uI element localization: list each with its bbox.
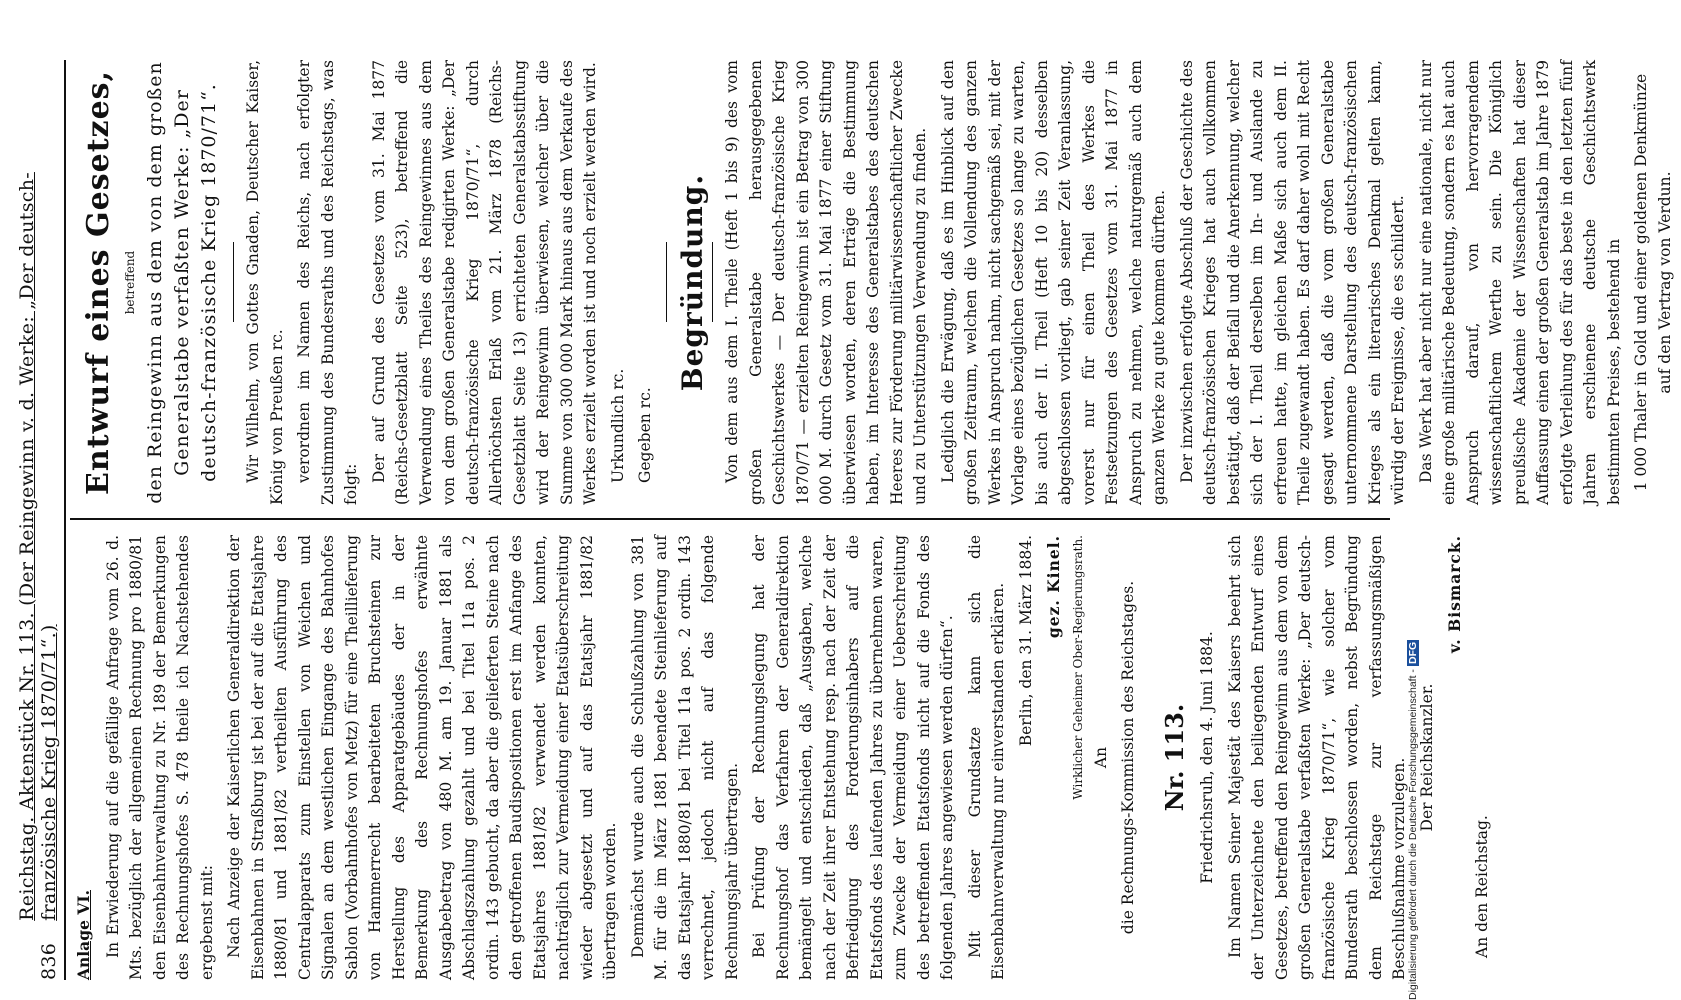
- law-title: Entwurf eines Gesetzes,: [81, 69, 116, 496]
- running-title: Reichstag. Aktenstück Nr. 113. (Der Reingewinn v. d. Werke: „Der deutsch-französische Krieg 1870/71“.): [16, 172, 60, 921]
- paragraph: Von dem aus dem I. Theile (Heft 1 bis 9) des vom großen Generalstabe herausgegebenen Geschichtswerkes — Der deutsch-französische Krieg 1870/71 — erzielten Reingewinn ist ein Betrag von 300 000 M. durch Gesetz vom 31. Mai 1877 einer Stiftung überwiesen worden, deren Erträge die Bestimmung haben, im Interesse des Generalstabes des deutschen Heeres zur Förderung militärwissenschaftlicher Zwecke und zu Unterstützungen Verwendung zu finden.: [723, 60, 929, 505]
- paragraph: 1 000 Thaler in Gold und einer goldenen Denkmünze auf den Vertrag von Verdun.: [1632, 73, 1674, 492]
- law-subject: den Reingewinn aus dem von dem großen Generalstabe verfaßten Werke: „Der deutsch-französische Krieg 1870/71“.: [144, 61, 220, 504]
- intro-paragraph: Im Namen Seiner Majestät des Kaisers beehrt sich der Unterzeichnete den beiliegenden Entwurf eines Gesetzes, betreffend den Reingewinn aus dem von dem großen Generalstabe verfaßten Werke: „Der deutsch-französische Krieg 1870/71“, wie solcher vom Bundesrath beschlossen worden, nebst Begründung dem Reichstage zur verfassungsmäßigen Beschlußnahme vorzulegen.: [1225, 535, 1408, 980]
- preamble: verordnen im Namen des Reichs, nach erfolgter Zustimmung des Bundesraths und des Reichstags, was folgt:: [295, 60, 360, 505]
- column-divider: [70, 518, 1390, 520]
- chancellor-signature: v. Bismarck.: [1445, 535, 1464, 654]
- urkundlich: Urkundlich rc.: [608, 368, 627, 483]
- anlage-label: Anlage VI.: [74, 890, 93, 980]
- page-number: 836: [38, 942, 60, 980]
- digitization-stamp: [1407, 40, 1425, 1000]
- dateline: Berlin, den 31. März 1884.: [1016, 535, 1035, 747]
- betreffend-label: betreffend: [123, 250, 137, 315]
- divider: [233, 243, 234, 323]
- paragraph: Nach Anzeige der Kaiserlichen Generaldirektion der Eisenbahnen in Straßburg ist bei der auf die Etatsjahre 1880/81 und 1881/82 vertheilten Ausführung des Centralapparats zum Einstellen von Weichen und Signalen an dem westlichen Eingange des Bahnhofes Sablon (Vorbahnhofes von Metz) für eine Theillieferung von Hammerrecht bearbeiteten Bruchsteinen zur Herstellung des Apparatgebäudes der in der Bemerkung des Rechnungshofes erwähnte Ausgabebetrag von 480 M. am 19. Januar 1881 als Abschlagszahlung gezahlt und bei Titel 11a pos. 2 ordin. 143 gebucht, da aber die gelieferten Steine nach den getroffenen Baudispositionen erst im Anfange des Etatsjahres 1881/82 verwendet werden konnten, nachträglich zur Vermeidung einer Etatsüberschreitung wieder abgesetzt und auf das Etatsjahr 1881/82 übertragen worden.: [225, 535, 619, 980]
- dfg-logo: DFG: [1407, 641, 1419, 665]
- dateline: Friedrichsruh, den 4. Juni 1884.: [1198, 631, 1216, 884]
- addressee-an: An: [1091, 746, 1110, 769]
- chancellor-title: Der Reichskanzler.: [1417, 683, 1436, 832]
- paragraph: Lediglich die Erwägung, daß es im Hinblick auf den großen Zeitraum, welchen die Vollendung des ganzen Werkes in Anspruch nahm, nicht sachgemäß sei, mit der Vorlage eines bezüglichen Gesetzes so lange zu warten, bis auch der II. Theil (Heft 10 bis 20) desselben abgeschlossen vorliegt, gab seiner Zeit Veranlassung, vorerst nur für einen Theil des Werkes die Festsetzungen des Gesetzes vom 31. Mai 1877 in Anspruch zu nehmen, welche naturgemäß auch dem ganzen Werke zu gute kommen dürften.: [938, 60, 1168, 505]
- stamp-text: Digitalisierung gefördert durch die Deutsche Forschungsgemeinschaft -: [1407, 669, 1419, 1000]
- gegeben: Gegeben rc.: [636, 387, 654, 483]
- paragraph: Das Werk hat aber nicht nur eine nationale, nicht nur eine große militärische Bedeutung, sondern es hat auch Anspruch darauf, von hervorragendem wissenschaftlichem Werthe zu sein. Die Königlich preußische Akademie der Wissenschaften hat dieser Auffassung einen der großen Generalstab im Jahre 1879 erfolgte Verleihung des für das beste in den letzten fünf Jahren erschienene deutsche Geschichtswerk bestimmten Preises, bestehend in: [1416, 60, 1623, 505]
- section-number-heading: Nr. 113.: [1159, 703, 1189, 812]
- signature: gez. Kinel.: [1044, 535, 1063, 639]
- paragraph: Bei Prüfung der Rechnungslegung hat der Rechnungshof das Verfahren der Generaldirektion bemängelt und entschieden, daß „Ausgaben, welche nach der Zeit ihrer Entstehung resp. nach der Zeit der Befriedigung des Forderungsinhabers auf die Etatsfonds des laufenden Jahres zu übernehmen waren, zum Zwecke der Vermeidung einer Ueberschreitung des betreffenden Etatsfonds nicht auf die Fonds des folgenden Jahres angewiesen werden dürfen“.: [750, 535, 956, 980]
- addressee-reichstag: An den Reichstag.: [1472, 815, 1491, 958]
- digitization-sidebar: [1400, 40, 1432, 1000]
- paragraph: In Erwiederung auf die gefällige Anfrage vom 26. d. Mts. bezüglich der allgemeinen Rechnung pro 1880/81 den Eisenbahnverwaltung zu Nr. 189 der Bemerkungen des Rechnungshofes S. 478 theile ich Nachstehendes ergebenst mit:: [103, 535, 216, 980]
- paragraph: Der inzwischen erfolgte Abschluß der Geschichte des deutsch-französischen Krieges hat auch vollkommen bestätigt, daß der Beifall und die Anerkennung, welcher sich der I. Theil derselben im In- und Auslande zu erfreuen hatte, im gleichen Maße sich auch dem II. Theile zugewandt haben. Es darf daher wohl mit Recht gesagt werden, daß die vom großen Generalstabe unternommene Darstellung des deutsch-französischen Krieges als ein literarisches Denkmal gelten kann, würdig der Ereignisse, die es schildert.: [1177, 60, 1407, 505]
- law-text: Der auf Grund des Gesetzes vom 31. Mai 1877 (Reichs-Gesetzblatt Seite 523), betreffend die Verwendung eines Theiles des Reingewinnes aus dem von dem großen Generalstabe redigirten Werke: „Der deutsch-französische Krieg 1870/71“, durch Allerhöchsten Erlaß vom 21. März 1878 (Reichs-Gesetzblatt Seite 13) errichteten Generalstabsstiftung wird der Reingewinn überwiesen, welcher über die Summe von 300 000 Mark hinaus aus dem Verkaufe des Werkes erzielt worden ist und noch erzielt werden wird.: [369, 60, 599, 505]
- preamble: Wir Wilhelm, von Gottes Gnaden, Deutscher Kaiser, König von Preußen rc.: [244, 60, 286, 505]
- right-column: [72, 60, 1681, 505]
- left-column: [72, 535, 1498, 980]
- running-header: [18, 60, 66, 980]
- paragraph: Mit dieser Grundsatze kann sich die Eisenbahnverwaltung nur einverstanden erklären.: [965, 535, 1007, 980]
- begruendung-title: Begründung.: [675, 173, 709, 392]
- divider: [666, 243, 667, 323]
- divider: [712, 243, 713, 323]
- paragraph: Demnächst wurde auch die Schlußzahlung von 381 M. für die im März 1881 beendete Steinlieferung auf das Etatsjahr 1880/81 bei Titel 11a pos. 2 ordin. 143 verrechnet, jedoch nicht auf das folgende Rechnungsjahr übertragen.: [628, 535, 741, 980]
- signature-title: Wirklicher Geheimer Ober-Regierungsrath.: [1070, 535, 1085, 800]
- addressee: die Rechnungs-Kommission des Reichstages.: [1119, 580, 1137, 935]
